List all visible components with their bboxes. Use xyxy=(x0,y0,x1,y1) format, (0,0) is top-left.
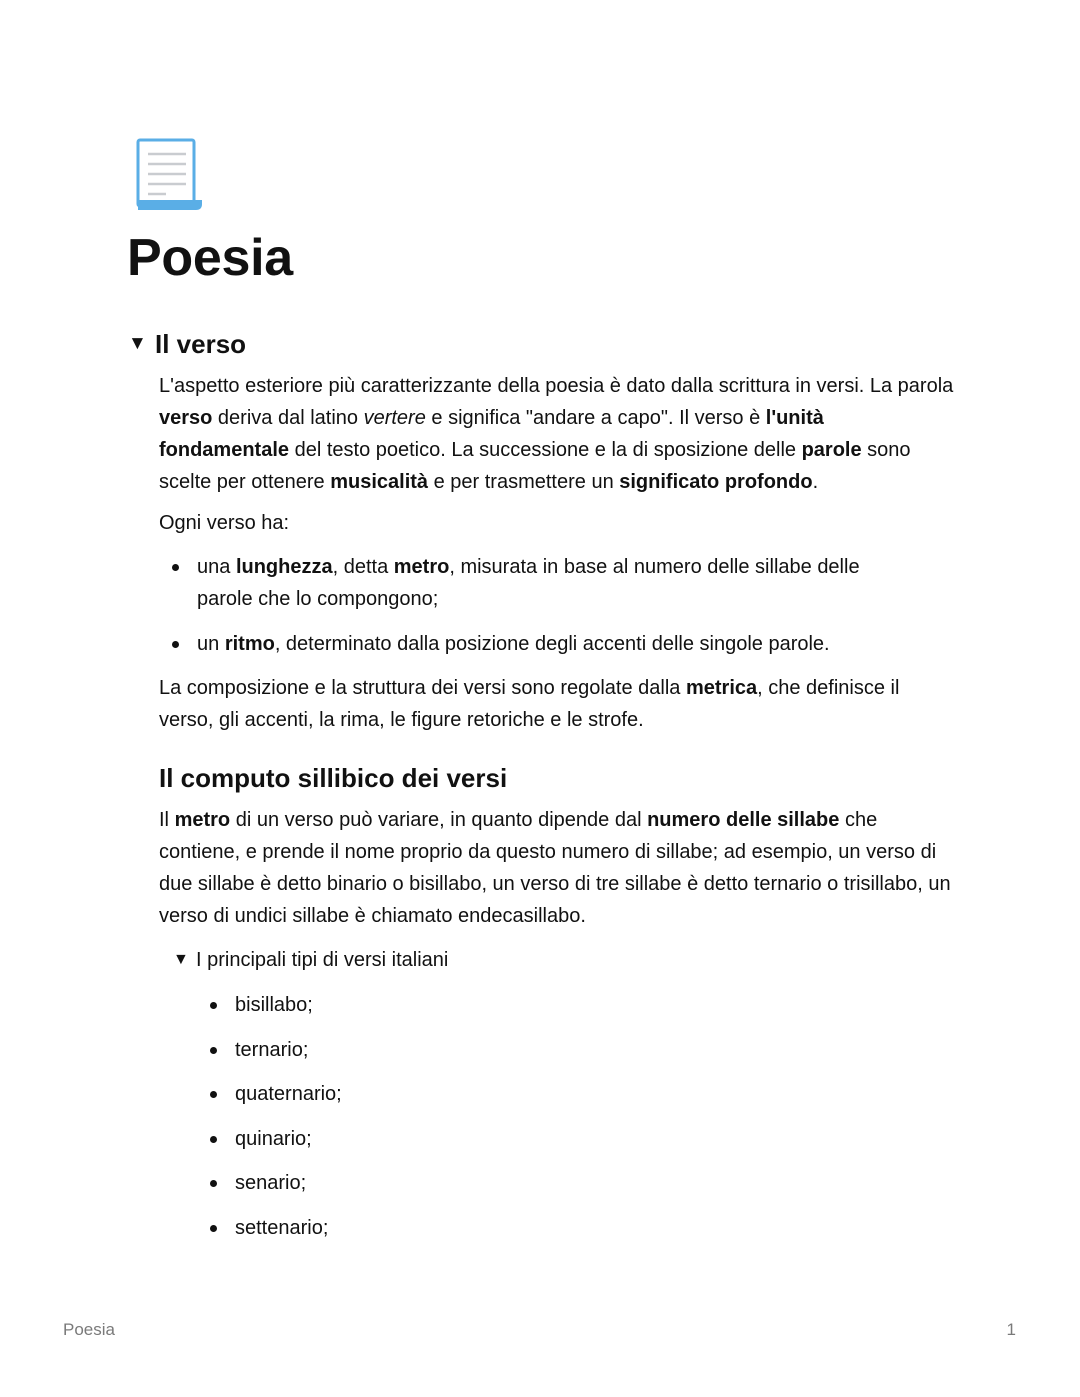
bold-term: ritmo xyxy=(224,633,275,655)
subheading-computo-sillabico: Il computo sillibico dei versi xyxy=(159,763,508,793)
list-item xyxy=(197,989,597,1021)
toggle-label: I principali tipi di versi italiani xyxy=(196,949,449,971)
list-item xyxy=(159,551,919,615)
list-item xyxy=(197,1212,597,1244)
text-run: , che definisce il verso, gli accenti, la rima, le figure retoriche e le strofe. xyxy=(159,677,900,731)
footer-document-title: Poesia xyxy=(63,1320,115,1339)
list-item xyxy=(197,1123,597,1155)
list-item xyxy=(197,1078,597,1110)
italic-term: vertere xyxy=(363,407,426,429)
list-item-text: ternario; xyxy=(235,1038,309,1061)
triangle-down-icon[interactable]: ▼ xyxy=(173,951,189,968)
text-run: . xyxy=(812,471,819,493)
bold-term: verso xyxy=(159,407,213,429)
document-page-icon xyxy=(136,138,204,212)
paragraph-computo xyxy=(159,804,959,932)
list-item-text: senario; xyxy=(235,1172,307,1195)
text-run: L'aspetto esteriore più caratterizzante della poesia è dato dalla scrittura in versi. La parola xyxy=(159,375,954,397)
text-run: sono scelte per ottenere xyxy=(159,439,911,493)
paragraph-text: Ogni verso ha: xyxy=(159,512,290,534)
list-item xyxy=(197,1034,597,1066)
bullet-icon xyxy=(172,641,179,648)
triangle-down-icon[interactable]: ▼ xyxy=(128,333,147,354)
bold-term: parole xyxy=(801,439,862,461)
paragraph-intro xyxy=(159,370,959,498)
list-item-text: quinario; xyxy=(235,1127,312,1150)
bullet-icon xyxy=(210,1091,217,1098)
bullet-icon xyxy=(210,1002,217,1009)
toggle-heading-label: Il verso xyxy=(155,329,247,359)
text-run: una xyxy=(197,556,236,578)
list-item-text: settenario; xyxy=(235,1216,329,1239)
list-item-text: quaternario; xyxy=(235,1083,342,1106)
toggle-principali-tipi-versi[interactable] xyxy=(173,944,448,976)
bullet-icon xyxy=(210,1225,217,1232)
text-run: un xyxy=(197,633,225,655)
bulleted-list-tipi-versi xyxy=(197,989,597,1257)
text-run: del testo poetico. La successione e la di sposizione delle xyxy=(289,439,802,461)
bullet-icon xyxy=(210,1047,217,1054)
bullet-icon xyxy=(210,1180,217,1187)
text-run: di un verso può variare, in quanto dipende dal xyxy=(230,809,648,831)
bullet-icon xyxy=(172,564,179,571)
footer-page-number: 1 xyxy=(1006,1320,1016,1339)
text-run: La composizione e la struttura dei versi sono regolate dalla xyxy=(159,677,686,699)
list-item-text: bisillabo; xyxy=(235,994,313,1016)
text-run: , detta xyxy=(332,556,394,578)
text-run: e significa "andare a capo". Il verso è xyxy=(425,407,766,429)
text-run: che contiene, e prende il nome proprio da questo numero di sillabe; ad esempio, un verso di due sillabe è detto binario o bisillabo, un verso di tre sillabe è detto ternario o trisillabo, un verso di undici sillabe è chiamato endecasillabo. xyxy=(159,809,951,927)
text-run: , misurata in base al numero delle sillabe delle parole che lo compongono; xyxy=(197,556,860,610)
bold-term: metrica xyxy=(685,677,758,699)
paragraph-ogni-verso xyxy=(159,507,959,539)
bold-term: numero delle sillabe xyxy=(647,809,840,831)
toggle-heading-il-verso[interactable] xyxy=(128,326,246,362)
paragraph-metrica xyxy=(159,672,959,736)
bullet-icon xyxy=(210,1136,217,1143)
text-run: deriva dal latino xyxy=(212,407,364,429)
bold-term: lunghezza xyxy=(235,556,333,578)
bold-term: metro xyxy=(393,556,450,578)
text-run: , determinato dalla posizione degli accenti delle singole parole. xyxy=(274,633,830,655)
page-title: Poesia xyxy=(127,229,293,287)
bold-term: musicalità xyxy=(330,471,429,493)
text-run: e per trasmettere un xyxy=(428,471,620,493)
bold-term: l'unità fondamentale xyxy=(159,407,824,461)
bulleted-list-verso xyxy=(159,551,919,660)
list-item xyxy=(197,1167,597,1199)
list-item xyxy=(159,628,919,660)
bold-term: significato profondo xyxy=(619,471,813,493)
bold-term: metro xyxy=(174,809,231,831)
text-run: Il xyxy=(159,809,175,831)
